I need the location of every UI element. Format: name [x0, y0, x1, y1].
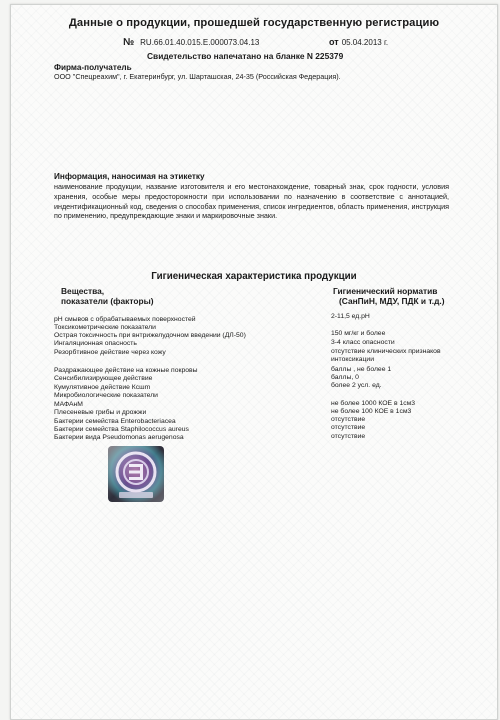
document-title: Данные о продукции, прошедшей государственную регистрацию	[68, 17, 440, 29]
number-label: №	[123, 37, 135, 48]
table-row-name: Бактерии вида Pseudomonas aerugenosa	[54, 434, 184, 441]
table-row-value: баллы, 0	[331, 374, 359, 381]
hygiene-title: Гигиеническая характеристика продукции	[151, 271, 357, 282]
table-row-value: более 2 усл. ед.	[331, 382, 382, 389]
date-value: 05.04.2013 г.	[341, 38, 389, 47]
date-label: от	[329, 37, 339, 47]
table-row-name: Микробиологические показатели	[54, 392, 158, 399]
table-row-value: 3-4 класс опасности	[331, 339, 395, 346]
table-row-name: Кумулятивное действие Ксшm	[54, 384, 151, 391]
table-row-value: отсутствие клинических признаков	[331, 348, 441, 355]
document-page	[10, 4, 498, 720]
table-row-value: не более 100 КОЕ в 1см3	[331, 408, 412, 415]
table-row-name: МАФАнМ	[54, 401, 83, 408]
column-header-norms-line1: Гигиенический норматив	[333, 286, 438, 296]
table-row-name: Резорбтивное действие через кожу	[54, 349, 166, 356]
number-value: RU.66.01.40.015.E.000073.04.13	[140, 38, 260, 47]
blank-number-text: Свидетельство напечатано на бланке N 225379	[147, 51, 344, 61]
table-row-value: 150 мг/кг и более	[331, 330, 386, 337]
column-header-norms	[333, 286, 445, 306]
recipient-value: ООО "Спецреахим", г. Екатеринбург, ул. Шарташская, 24-35 (Российская Федерация).	[54, 72, 341, 81]
recipient-label: Фирма-получатель	[54, 63, 132, 72]
registration-number	[123, 37, 259, 48]
hologram-seal-icon	[107, 445, 165, 503]
label-info-heading: Информация, наносимая на этикетку	[54, 172, 205, 181]
table-row-name: Бактерии семейства Staphilococcus aureus	[54, 426, 189, 433]
table-row-value: отсутствие	[331, 433, 366, 440]
column-header-substances	[61, 286, 154, 306]
table-row-name: Сенсибилизирующее действие	[54, 375, 153, 382]
table-row-value: 2-11,5 ед.рН	[331, 313, 370, 320]
table-row-name: Раздражающее действие на кожные покровы	[54, 367, 198, 374]
table-row-name: Токсикометрические показатели	[54, 324, 156, 331]
table-row-value: интоксикации	[331, 356, 375, 363]
table-row-value: не более 1000 КОЕ в 1см3	[331, 400, 416, 407]
table-row-value: отсутствие	[331, 416, 366, 423]
table-row-name: Бактерии семейства Enterobacteriacea	[54, 418, 176, 425]
table-row-name: Острая токсичность при внтрижелудочном введении (ДЛ-50)	[54, 332, 246, 339]
table-row-value: баллы , не более 1	[331, 366, 392, 373]
column-header-norms-line2: (СанПиН, МДУ, ПДК и т.д.)	[339, 296, 445, 306]
table-row-value: отсутствие	[331, 424, 366, 431]
label-info-text: наименование продукции, название изготовителя и его местонахождение, товарный знак, срок годности, условия хранения, особые меры предосторожности при использовании по назначению в соответствие с аннотацией, индентификационный код, сведения о способах применения, список ингредиентов, область применения, инструкция по применению, предупреждающие знаки и маркировочные знаки.	[54, 182, 449, 221]
table-row-name: рН смывов с обрабатываемых поверхностей	[54, 316, 196, 323]
registration-date	[329, 37, 388, 47]
column-header-substances-line1: Вещества,	[61, 286, 105, 296]
table-row-name: Ингаляционная опасность	[54, 340, 137, 347]
table-row-name: Плесеневые грибы и дрожжи	[54, 409, 147, 416]
column-header-substances-line2: показатели (факторы)	[61, 296, 154, 306]
